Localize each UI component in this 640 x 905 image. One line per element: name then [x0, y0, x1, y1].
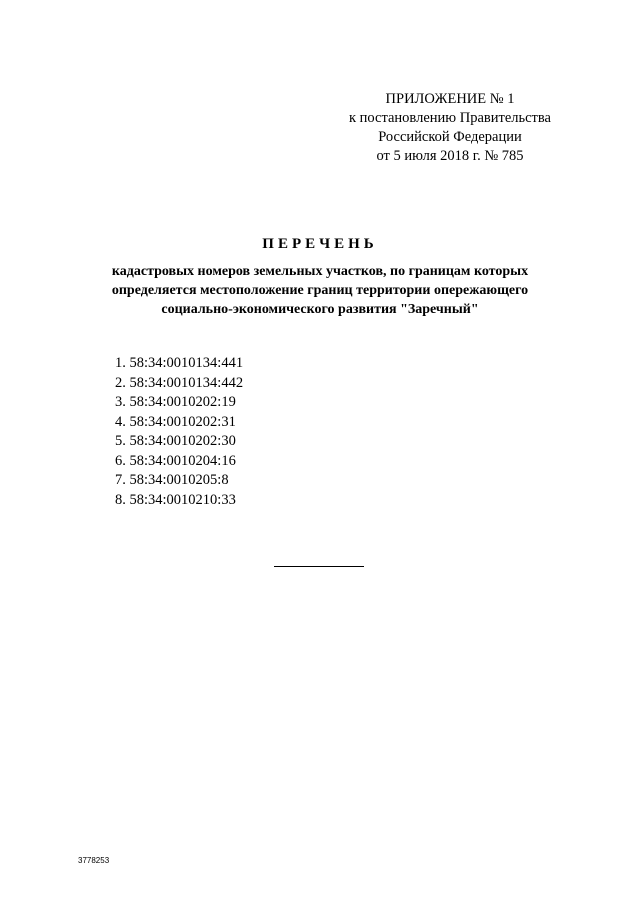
appendix-number: ПРИЛОЖЕНИЕ № 1 [385, 91, 515, 107]
document-code: 3778253 [78, 856, 110, 865]
list-item: 6. 58:34:0010204:16 [115, 452, 236, 469]
appendix-government: Российской Федерации [378, 129, 522, 145]
document-title: ПЕРЕЧЕНЬ [262, 236, 378, 252]
subtitle-line-3: социально-экономического развития "Заречный" [161, 302, 479, 317]
appendix-header [330, 90, 570, 166]
cadastral-number-list [115, 354, 243, 510]
list-item: 1. 58:34:0010134:441 [115, 355, 244, 371]
list-item: 2. 58:34:0010134:442 [115, 374, 244, 391]
list-item: 7. 58:34:0010205:8 [115, 472, 229, 488]
list-item: 3. 58:34:0010202:19 [115, 394, 236, 410]
list-item: 4. 58:34:0010202:31 [115, 413, 236, 430]
document-subtitle [80, 262, 560, 319]
end-separator-line [274, 566, 364, 567]
list-item: 8. 58:34:0010210:33 [115, 491, 236, 508]
appendix-decree-ref: к постановлению Правительства [349, 110, 551, 126]
subtitle-line-2: определяется местоположение границ территории опережающего [111, 283, 529, 298]
list-item: 5. 58:34:0010202:30 [115, 433, 236, 449]
subtitle-line-1: кадастровых номеров земельных участков, по границам которых [111, 264, 529, 279]
appendix-date-number: от 5 июля 2018 г. № 785 [376, 148, 524, 164]
